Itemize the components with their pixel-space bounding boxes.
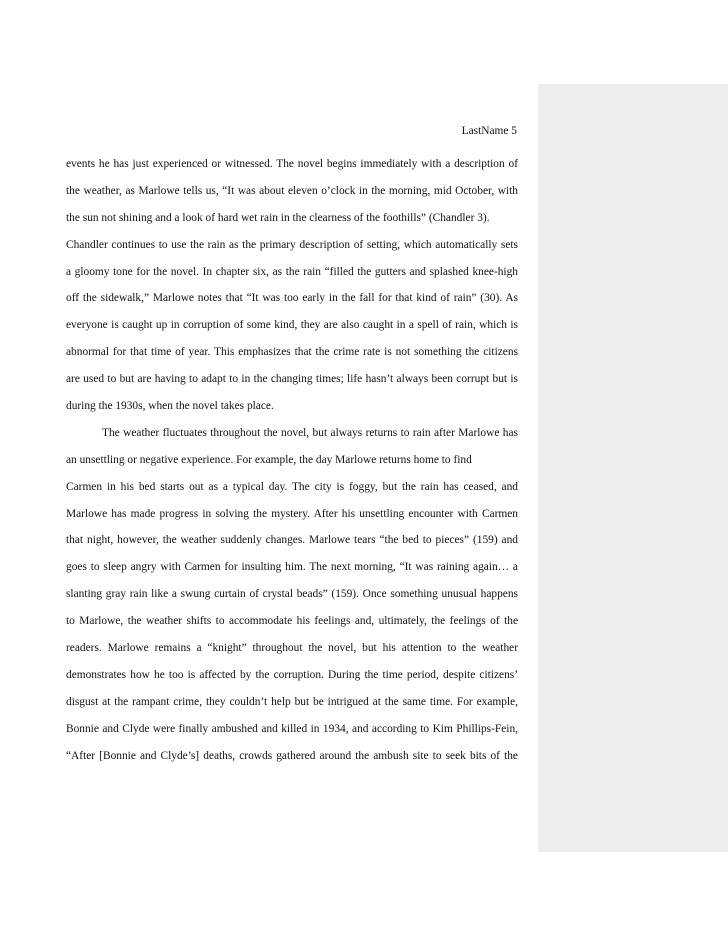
text-line: off the sidewalk,” Marlowe notes that “It was too early in the fall for that kind of rain” (30). As <box>66 292 518 305</box>
text-line: to Marlowe, the weather shifts to accommodate his feelings and, ultimately, the feelings of the <box>66 615 518 628</box>
text-line: that night, however, the weather suddenly changes. Marlowe tears “the bed to pieces” (159) and <box>66 534 518 547</box>
body-text <box>66 151 518 769</box>
text-line: Bonnie and Clyde were finally ambushed and killed in 1934, and according to Kim Phillips-Fein, <box>66 722 518 735</box>
text-line: readers. Marlowe remains a “knight” throughout the novel, but his attention to the weather <box>66 642 518 655</box>
text-line: Carmen in his bed starts out as a typical day. The city is foggy, but the rain has ceased, and <box>66 480 518 493</box>
text-line: an unsettling or negative experience. For example, the day Marlowe returns home to find <box>66 453 472 466</box>
text-line: abnormal for that time of year. This emphasizes that the crime rate is not something the citizens <box>66 346 518 359</box>
comment-margin-pane <box>538 84 728 852</box>
text-line: during the 1930s, when the novel takes place. <box>66 400 274 413</box>
text-line: a gloomy tone for the novel. In chapter six, as the rain “filled the gutters and splashed knee-high <box>66 265 518 278</box>
running-head: LastName 5 <box>461 125 517 137</box>
text-line: events he has just experienced or witnessed. The novel begins immediately with a description of <box>66 158 518 170</box>
text-line: the weather, as Marlowe tells us, “It was about eleven o’clock in the morning, mid October, with <box>66 184 518 197</box>
text-line: demonstrates how he too is affected by the corruption. During the time period, despite citizens’ <box>66 668 518 681</box>
text-line: everyone is caught up in corruption of some kind, they are also caught in a spell of rain, which is <box>66 319 518 332</box>
text-line: Chandler continues to use the rain as the primary description of setting, which automatically sets <box>66 238 518 251</box>
text-line: Marlowe has made progress in solving the mystery. After his unsettling encounter with Carmen <box>66 507 518 520</box>
text-line: disgust at the rampant crime, they couldn’t help but be intrigued at the same time. For example, <box>66 695 518 708</box>
text-line: are used to but are having to adapt to in the changing times; life hasn’t always been corrupt but is <box>66 373 518 386</box>
text-line: The weather fluctuates throughout the novel, but always returns to rain after Marlowe has <box>102 426 518 439</box>
text-line: “After [Bonnie and Clyde’s] deaths, crowds gathered around the ambush site to seek bits of the <box>66 749 518 762</box>
text-line: slanting gray rain like a swung curtain of crystal beads” (159). Once something unusual happens <box>66 588 518 601</box>
text-line: goes to sleep angry with Carmen for insulting him. The next morning, “It was raining again… a <box>66 561 518 574</box>
text-line: the sun not shining and a look of hard wet rain in the clearness of the foothills” (Chandler 3). <box>66 211 490 224</box>
